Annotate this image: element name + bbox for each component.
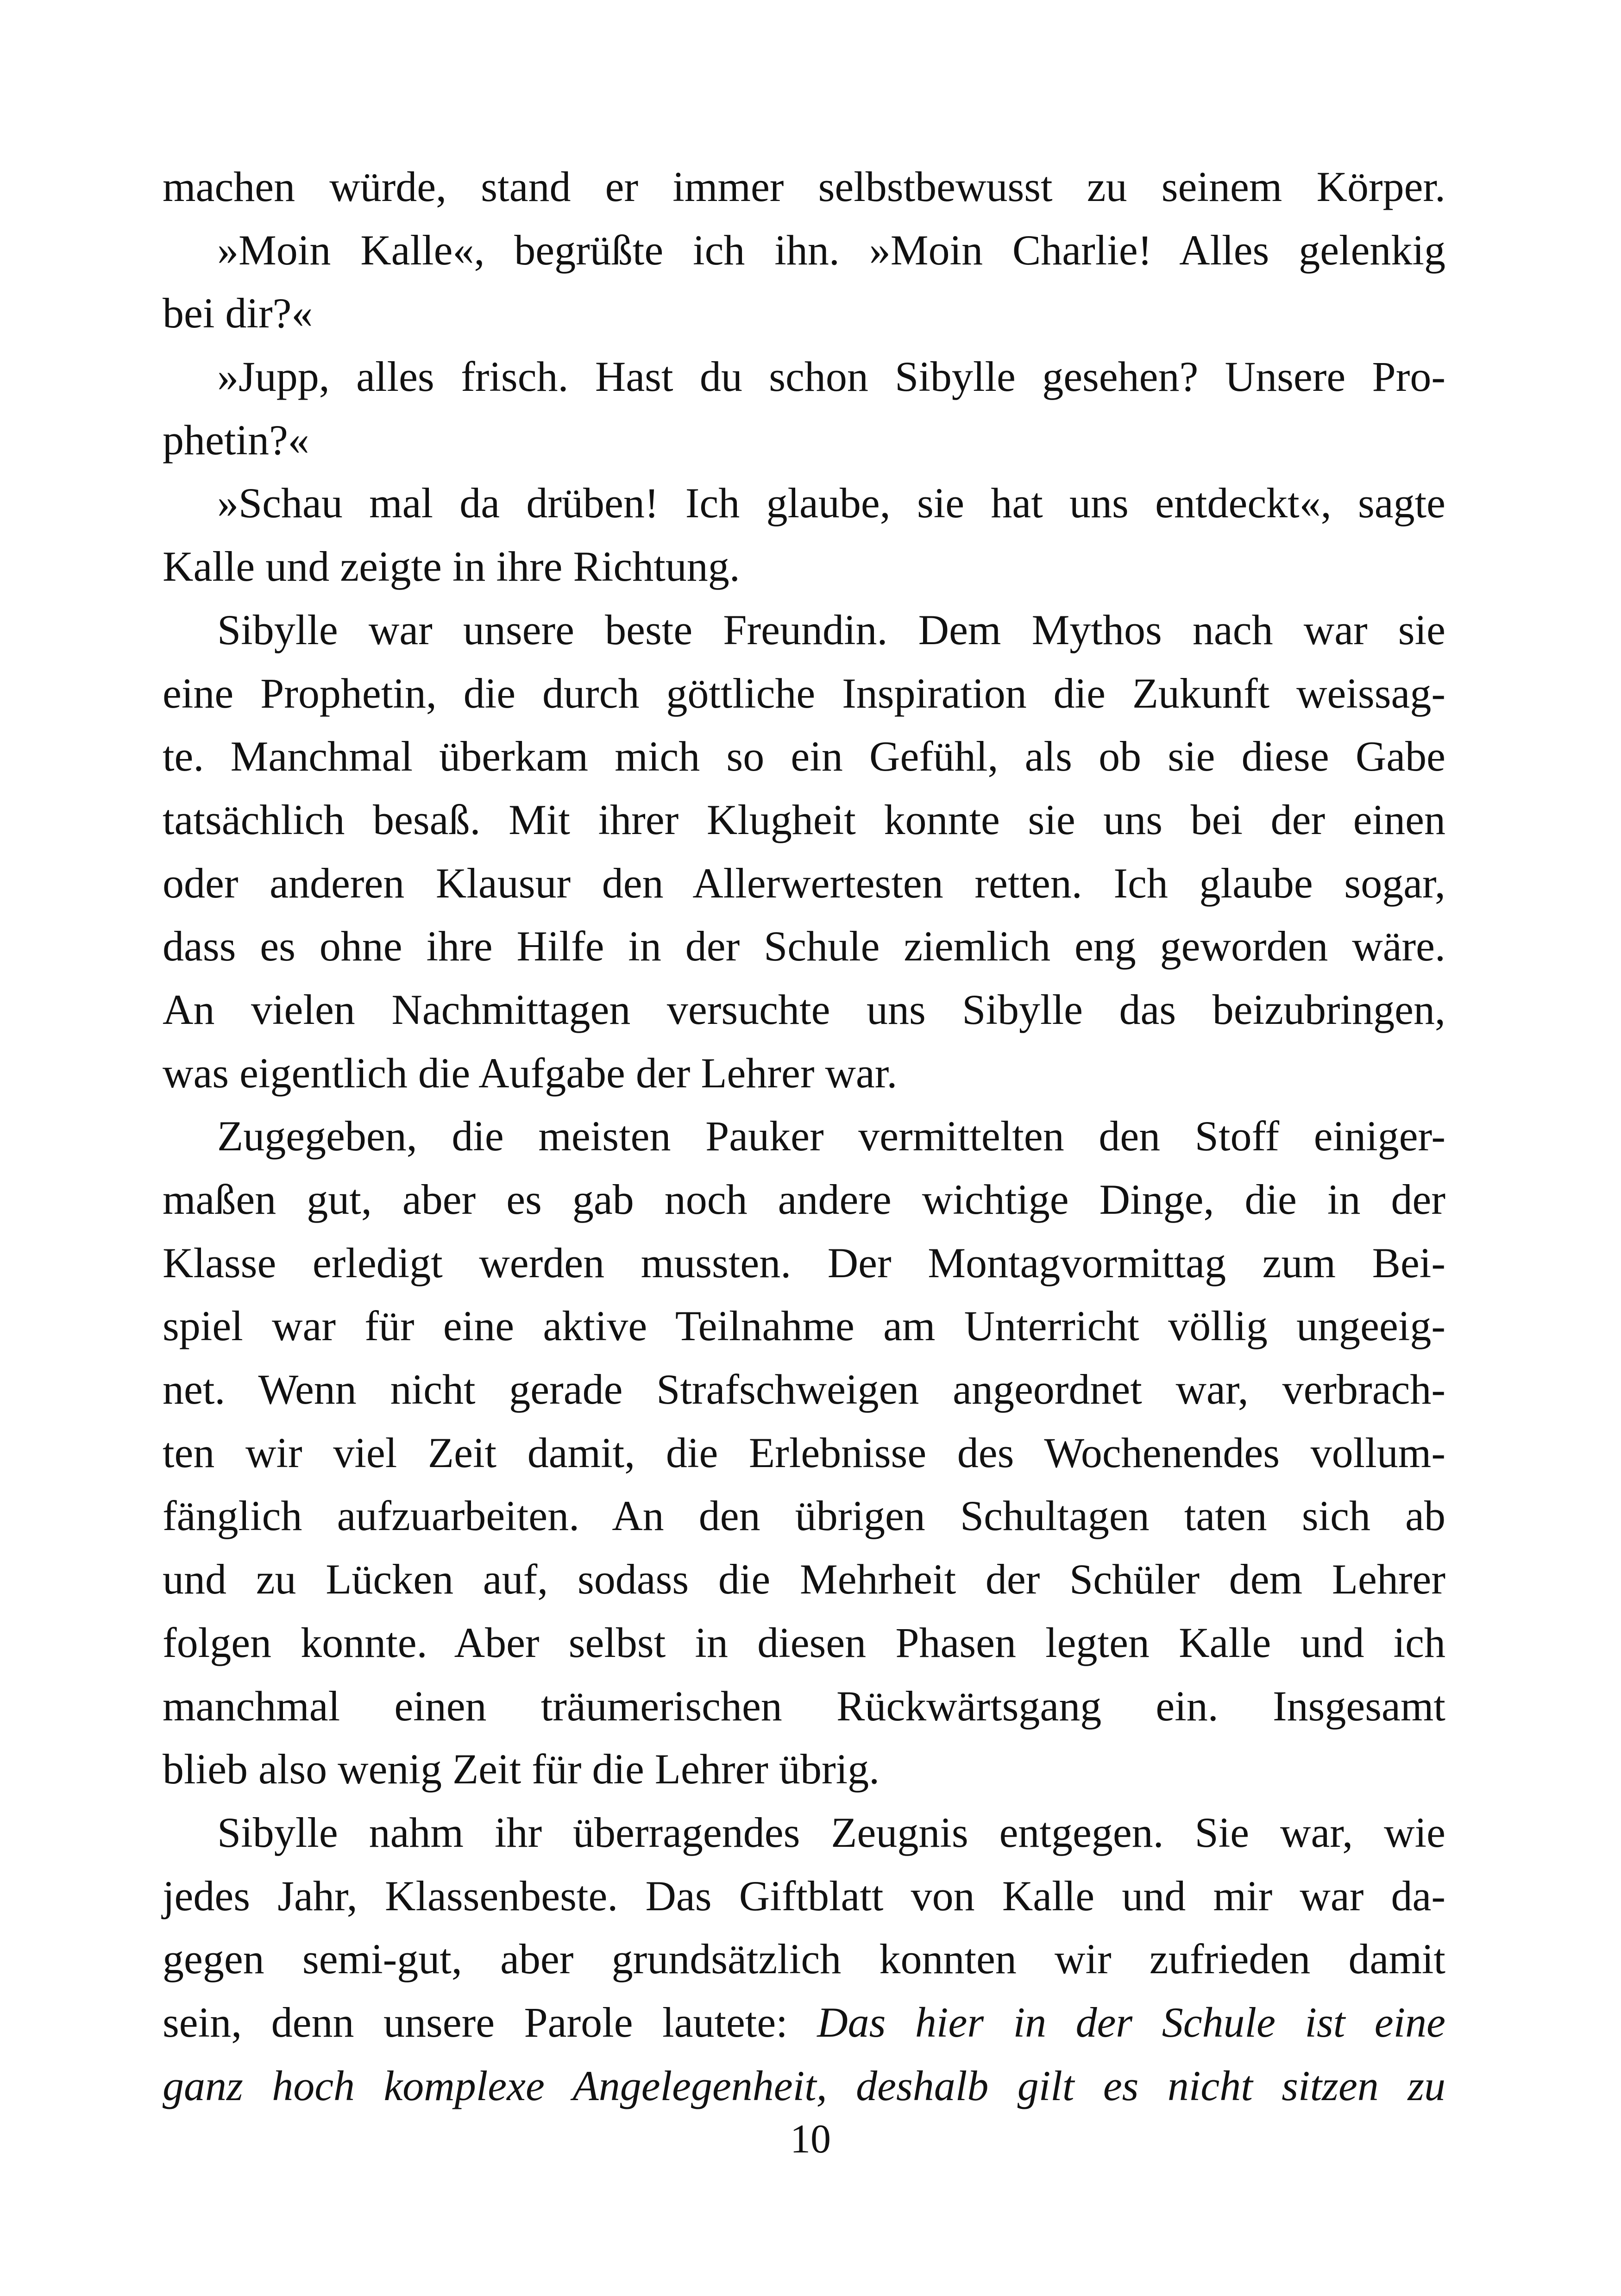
text-line: An vielen Nachmittagen versuchte uns Sibylle das beizubringen, [163,985,1445,1033]
text-line: was eigentlich die Aufgabe der Lehrer war. [163,1049,898,1097]
text-line: »Jupp, alles frisch. Hast du schon Sibylle gesehen? Unsere Pro- [217,353,1445,401]
text-line: »Moin Kalle«, begrüßte ich ihn. »Moin Charlie! Alles gelenkig [217,226,1445,274]
text-line: dass es ohne ihre Hilfe in der Schule ziemlich eng geworden wäre. [163,922,1445,970]
italic-text-line: ganz hoch komplexe Angelegenheit, deshalb gilt es nicht sitzen zu [163,2062,1445,2109]
text-line: phetin?« [163,416,309,464]
text-line: Sibylle war unsere beste Freundin. Dem Mythos nach war sie [217,606,1445,653]
text-line: ten wir viel Zeit damit, die Erlebnisse des Wochenendes vollum- [163,1429,1445,1476]
text-line: und zu Lücken auf, sodass die Mehrheit der Schüler dem Lehrer [163,1556,1445,1603]
text-line: fänglich aufzuarbeiten. An den übrigen Schultagen taten sich ab [163,1492,1445,1540]
text-line: Klasse erledigt werden mussten. Der Montagvormittag zum Bei- [163,1239,1445,1286]
text-line: blieb also wenig Zeit für die Lehrer übrig. [163,1745,880,1793]
text-line: Kalle und zeigte in ihre Richtung. [163,543,740,590]
text-line: net. Wenn nicht gerade Strafschweigen angeordnet war, verbrach- [163,1366,1445,1413]
page-number: 10 [790,2117,831,2162]
text-line: »Schau mal da drüben! Ich glaube, sie hat uns entdeckt«, sagte [217,479,1445,527]
text-line: eine Prophetin, die durch göttliche Inspiration die Zukunft weissag- [163,669,1445,717]
text-line: spiel war für eine aktive Teilnahme am Unterricht völlig ungeeig- [163,1302,1445,1350]
text-line: gegen semi-gut, aber grundsätzlich konnten wir zufrieden damit [163,1935,1445,1983]
text-line: oder anderen Klausur den Allerwertesten retten. Ich glaube sogar, [163,859,1445,907]
text-line: tatsächlich besaß. Mit ihrer Klugheit konnte sie uns bei der einen [163,796,1445,843]
text-line: machen würde, stand er immer selbstbewusst zu seinem Körper. [163,163,1445,210]
text-segment: sein, denn unsere Parole lautete: [163,1998,788,2046]
text-line [163,1991,1445,2054]
text-line: maßen gut, aber es gab noch andere wichtige Dinge, die in der [163,1176,1445,1223]
text-line: manchmal einen träumerischen Rückwärtsgang ein. Insgesamt [163,1682,1445,1730]
text-line: te. Manchmal überkam mich so ein Gefühl, als ob sie diese Gabe [163,733,1445,780]
text-line: Zugegeben, die meisten Pauker vermittelten den Stoff einiger- [217,1112,1445,1160]
body-text [163,155,1445,2117]
text-line: bei dir?« [163,289,313,337]
text-line: jedes Jahr, Klassenbeste. Das Giftblatt von Kalle und mir war da- [163,1872,1445,1920]
italic-text-segment: Das hier in der Schule ist eine [817,1998,1445,2046]
text-line: Sibylle nahm ihr überragendes Zeugnis entgegen. Sie war, wie [217,1808,1445,1856]
text-line: folgen konnte. Aber selbst in diesen Phasen legten Kalle und ich [163,1618,1445,1666]
